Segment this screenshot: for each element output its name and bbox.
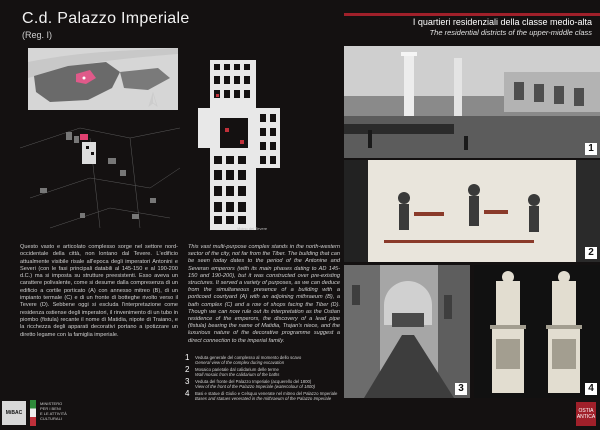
ministry-logo: [2, 400, 80, 428]
site-context-map: [20, 118, 180, 238]
photo-statues: [474, 265, 600, 398]
north-arrow-icon: [146, 92, 160, 113]
caption-en: View of the front of the Palazzo Imperiale (watercolour of 1800): [195, 384, 316, 390]
caption-number: 2: [185, 365, 190, 374]
ostia-antica-logo: OSTIA ANTICA: [576, 402, 596, 426]
caption-it: Veduta del fronte del Palazzo Imperiale (acquerello del 1800): [195, 379, 312, 384]
photo-number: 1: [585, 143, 597, 155]
ministry-text: MINISTERO PER I BENI E LE ATTIVITÀ CULTURALI: [40, 401, 67, 421]
caption-number: 1: [185, 353, 190, 362]
page-title: C.d. Palazzo Imperiale: [22, 10, 190, 27]
caption-number: 4: [185, 389, 190, 398]
caption-it: Veduta generale del complesso al momento dello scavo: [195, 355, 302, 360]
photo-number: 3: [455, 383, 467, 395]
section-title-it: I quartieri residenziali della classe medio-alta: [412, 17, 592, 27]
photo-number: 2: [585, 247, 597, 259]
caption-item: [185, 367, 340, 377]
page-subtitle: (Reg. I): [22, 30, 53, 40]
floor-plan: [190, 48, 340, 240]
description-italian: Questo vasto e articolato complesso sorge nel settore nord-occidentale della città, non lontano dal Tevere. L'edificio attualmente visibile risale all'epoca degli imperatori Antonini e Severi (con le fasi principali databili al 145-150 e al 190-200 d.C.) ma si imposta su strutture preesistenti. Esso aveva un carattere polivalente, come si desume dalla compresenza di un edificio a cortile porticato (A) con annesso mitreo (B), di un impianto termale (C) e di un fronte di botteghe rivolto verso il Tevere (D). Sebbene oggi si escluda l'interpretazione come residenza ostiense degli imperatori, il rinvenimento di un tubo in piombo (fistula) recante il nome di Matidia, nipote di Traiano, e la ricchezza degli apparati decorativi portano a ipotizzare un diretto legame con la famiglia imperiale.: [20, 244, 178, 338]
description-english: This vast multi-purpose complex stands in the north-western sector of the city, not far from the Tiber. The building that can be seen today dates to the period of the Antonine and Severan emperors (with its main phases dating to AD 145-150 and 190-200), but it was constructed over pre-existing structures. It served a variety of purposes, as we can deduce from the simultaneous presence of a building with a porticoed courtyard (A) with an adjoining mithraeum (B), a bath complex (C) and a row of shops facing the Tiber (D). Though we can now rule out its interpretation as the Ostian residence of the emperors, the discovery of a lead pipe (fistula) bearing the name of Matidia, Trajan's niece, and the luxurious nature of the decorative programme suggest a direct connection to the imperial family.: [188, 244, 340, 344]
photo-watercolour-svg: [344, 265, 470, 398]
caption-it: Basi e statue di Giulio e Celsquo venerate nel mitreo del Palazzo Imperiale: [195, 391, 338, 396]
photo-mosaic-svg: [344, 160, 600, 262]
section-title-en: The residential districts of the upper-middle class: [429, 28, 592, 37]
caption-item: [185, 355, 340, 365]
site-context-svg: [20, 118, 180, 238]
flag-icon: [30, 400, 36, 426]
photo-watercolour: [344, 265, 470, 398]
plan-label: Vicino del Tevere: [236, 226, 268, 231]
caption-item: [185, 379, 340, 389]
mibac-mark: MiBAC: [2, 401, 26, 425]
caption-it: Mosaico parietale dal calidarium delle terme: [195, 367, 279, 372]
photo-mosaic: [344, 160, 600, 262]
header-rule: [344, 13, 600, 16]
caption-item: [185, 391, 340, 401]
caption-text: [195, 355, 360, 365]
caption-text: [195, 367, 360, 377]
caption-text: [195, 379, 360, 389]
photo-excavation: [344, 46, 600, 158]
caption-en: Wall mosaic from the calidarium of the baths: [195, 372, 280, 378]
caption-en: General view of the complex during excavation: [195, 360, 285, 366]
caption-number: 3: [185, 377, 190, 386]
photo-statues-svg: [474, 265, 600, 398]
photo-number: 4: [585, 383, 597, 395]
photo-excavation-svg: [344, 46, 600, 158]
caption-text: [195, 391, 360, 401]
floor-plan-svg: [190, 48, 340, 240]
caption-en: Bases and statues venerated in the mithraeum of the Palazzo Imperiale: [195, 396, 332, 402]
